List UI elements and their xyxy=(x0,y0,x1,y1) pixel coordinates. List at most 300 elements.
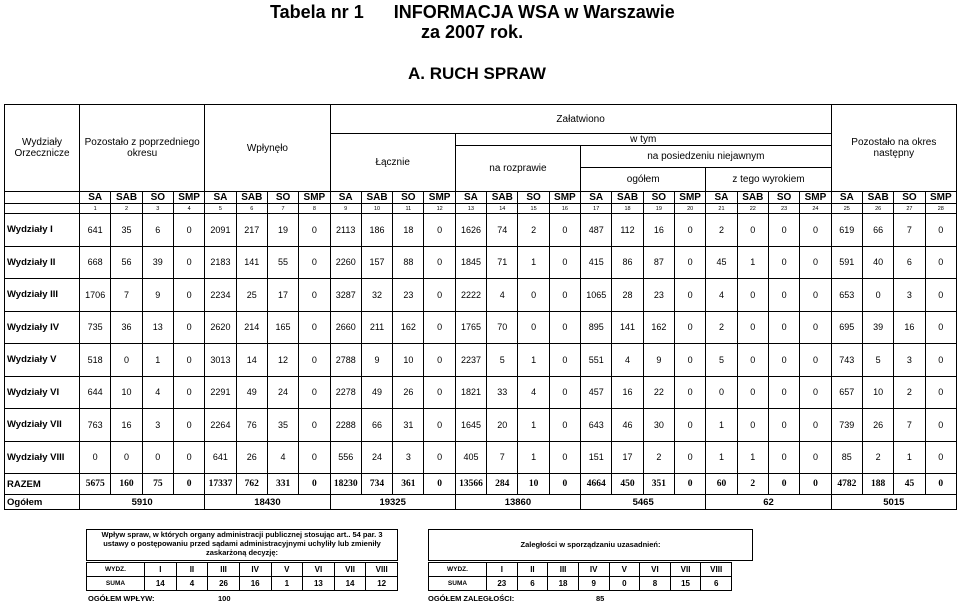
col-number: 20 xyxy=(674,204,705,214)
row-value: 0 xyxy=(424,311,455,344)
row-value: 0 xyxy=(768,344,799,377)
row-value: 23 xyxy=(643,279,674,312)
code-cell: SAB xyxy=(487,192,518,204)
row-value: 0 xyxy=(737,214,768,247)
row-value: 0 xyxy=(549,409,580,442)
row-value: 2 xyxy=(894,376,925,409)
row-value: 1 xyxy=(518,246,549,279)
row-value: 1626 xyxy=(455,214,486,247)
razem-value: 0 xyxy=(549,474,580,495)
row-value: 217 xyxy=(236,214,267,247)
row-value: 653 xyxy=(831,279,862,312)
row-value: 619 xyxy=(831,214,862,247)
row-label: Wydziały III xyxy=(5,279,80,312)
suma-label: SUMA xyxy=(87,577,145,591)
row-value: 0 xyxy=(424,344,455,377)
row-value: 2 xyxy=(862,441,893,474)
col-number: 17 xyxy=(581,204,612,214)
row-value: 0 xyxy=(800,409,831,442)
table-row xyxy=(5,246,957,279)
row-value: 32 xyxy=(361,279,392,312)
row-label: Wydziały IV xyxy=(5,311,80,344)
col-number: 12 xyxy=(424,204,455,214)
row-value: 10 xyxy=(862,376,893,409)
col-number: 4 xyxy=(173,204,204,214)
row-value: 66 xyxy=(862,214,893,247)
col-number: 25 xyxy=(831,204,862,214)
razem-value: 5675 xyxy=(80,474,111,495)
row-value: 0 xyxy=(299,409,330,442)
table-row xyxy=(5,279,957,312)
row-value: 0 xyxy=(768,214,799,247)
row-value: 0 xyxy=(768,279,799,312)
row-value: 0 xyxy=(925,246,956,279)
code-cell: SAB xyxy=(361,192,392,204)
row-value: 186 xyxy=(361,214,392,247)
row-value: 0 xyxy=(518,311,549,344)
razem-value: 734 xyxy=(361,474,392,495)
code-cell: SA xyxy=(831,192,862,204)
row-value: 695 xyxy=(831,311,862,344)
code-cell: SO xyxy=(142,192,173,204)
code-cell: SMP xyxy=(925,192,956,204)
wydz-col: III xyxy=(208,563,240,577)
row-value: 743 xyxy=(831,344,862,377)
row-value: 0 xyxy=(518,279,549,312)
suma-value: 15 xyxy=(670,577,701,591)
row-value: 0 xyxy=(768,441,799,474)
header-pozostalo-z: Pozostało z poprzedniego okresu xyxy=(80,105,205,192)
row-value: 0 xyxy=(424,246,455,279)
code-cell: SMP xyxy=(800,192,831,204)
razem-value: 18230 xyxy=(330,474,361,495)
row-value: 20 xyxy=(487,409,518,442)
row-value: 2 xyxy=(706,311,737,344)
razem-value: 13566 xyxy=(455,474,486,495)
row-value: 0 xyxy=(800,279,831,312)
table-row xyxy=(5,344,957,377)
row-value: 0 xyxy=(925,376,956,409)
row-value: 1645 xyxy=(455,409,486,442)
row-value: 86 xyxy=(612,246,643,279)
col-number: 19 xyxy=(643,204,674,214)
row-value: 2222 xyxy=(455,279,486,312)
row-value: 1 xyxy=(737,441,768,474)
row-value: 2788 xyxy=(330,344,361,377)
ogolem-row xyxy=(5,495,957,510)
row-label: Wydziały I xyxy=(5,214,80,247)
razem-value: 160 xyxy=(111,474,142,495)
code-cell: SO xyxy=(267,192,298,204)
suma-value: 13 xyxy=(303,577,335,591)
row-value: 0 xyxy=(674,409,705,442)
row-value: 3 xyxy=(142,409,173,442)
col-number: 27 xyxy=(894,204,925,214)
razem-value: 762 xyxy=(236,474,267,495)
code-cell: SMP xyxy=(674,192,705,204)
code-cell: SAB xyxy=(236,192,267,204)
row-value: 0 xyxy=(737,376,768,409)
row-value: 35 xyxy=(111,214,142,247)
suma-value: 6 xyxy=(701,577,732,591)
row-value: 591 xyxy=(831,246,862,279)
section-title: A. RUCH SPRAW xyxy=(408,64,546,83)
code-cell: SA xyxy=(80,192,111,204)
row-value: 3 xyxy=(894,344,925,377)
total-zaleglosci-label: OGÓŁEM ZALEGŁOŚCI: xyxy=(428,594,515,603)
code-cell: SA xyxy=(581,192,612,204)
row-value: 87 xyxy=(643,246,674,279)
row-value: 28 xyxy=(612,279,643,312)
suma-value: 26 xyxy=(208,577,240,591)
row-value: 0 xyxy=(173,441,204,474)
row-value: 74 xyxy=(487,214,518,247)
row-value: 0 xyxy=(173,311,204,344)
code-cell: SA xyxy=(330,192,361,204)
row-value: 0 xyxy=(549,279,580,312)
info-box-zaleglosci xyxy=(428,529,753,561)
zaleglosci-table xyxy=(428,562,732,591)
row-value: 0 xyxy=(424,214,455,247)
row-value: 56 xyxy=(111,246,142,279)
code-cell: SMP xyxy=(173,192,204,204)
row-value: 3 xyxy=(894,279,925,312)
suma-label: SUMA xyxy=(429,577,487,591)
row-value: 763 xyxy=(80,409,111,442)
row-value: 0 xyxy=(424,441,455,474)
header-na-rozprawie: na rozprawie xyxy=(455,146,580,192)
row-value: 162 xyxy=(643,311,674,344)
row-value: 895 xyxy=(581,311,612,344)
header-ogolem: ogółem xyxy=(581,168,706,192)
col-number: 2 xyxy=(111,204,142,214)
header-lacznie: Łącznie xyxy=(330,134,455,192)
info-box-wplyw-text: Wpływ spraw, w których organy administracji publicznej stosując art.. 54 par. 3 ustawy o postępowaniu przed sądami administracyjnymi uchyliły lub zmieniły zaskarżoną decyzję: xyxy=(101,530,383,557)
row-value: 1 xyxy=(706,409,737,442)
row-value: 4 xyxy=(142,376,173,409)
row-value: 30 xyxy=(643,409,674,442)
col-number: 21 xyxy=(706,204,737,214)
wydz-col: VIII xyxy=(701,563,732,577)
header-wydzialy: Wydziały Orzecznicze xyxy=(5,105,80,192)
row-value: 0 xyxy=(299,376,330,409)
col-number: 24 xyxy=(800,204,831,214)
table-row xyxy=(5,409,957,442)
row-value: 1 xyxy=(518,441,549,474)
razem-value: 0 xyxy=(674,474,705,495)
col-number: 7 xyxy=(267,204,298,214)
wydz-col: I xyxy=(145,563,177,577)
row-value: 33 xyxy=(487,376,518,409)
row-value: 0 xyxy=(173,409,204,442)
row-value: 2234 xyxy=(205,279,236,312)
row-value: 151 xyxy=(581,441,612,474)
code-cell: SO xyxy=(768,192,799,204)
row-value: 66 xyxy=(361,409,392,442)
col-number: 13 xyxy=(455,204,486,214)
wydz-col: II xyxy=(517,563,548,577)
row-value: 0 xyxy=(737,344,768,377)
row-value: 405 xyxy=(455,441,486,474)
row-value: 415 xyxy=(581,246,612,279)
row-value: 85 xyxy=(831,441,862,474)
razem-row xyxy=(5,474,957,495)
row-value: 2237 xyxy=(455,344,486,377)
row-value: 26 xyxy=(393,376,424,409)
razem-value: 0 xyxy=(925,474,956,495)
col-number: 11 xyxy=(393,204,424,214)
table-row xyxy=(5,311,957,344)
wydz-col: IV xyxy=(578,563,609,577)
table-row xyxy=(5,441,957,474)
row-value: 9 xyxy=(142,279,173,312)
code-cell: SO xyxy=(393,192,424,204)
wydz-col: IV xyxy=(239,563,271,577)
razem-value: 0 xyxy=(800,474,831,495)
razem-value: 331 xyxy=(267,474,298,495)
row-value: 0 xyxy=(737,279,768,312)
wydz-col: III xyxy=(548,563,579,577)
row-value: 2620 xyxy=(205,311,236,344)
row-value: 0 xyxy=(173,246,204,279)
suma-value: 0 xyxy=(609,577,640,591)
row-value: 0 xyxy=(299,441,330,474)
ogolem-value: 5910 xyxy=(80,495,205,510)
row-value: 1765 xyxy=(455,311,486,344)
row-value: 643 xyxy=(581,409,612,442)
row-value: 1 xyxy=(706,441,737,474)
col-number: 23 xyxy=(768,204,799,214)
code-blank xyxy=(5,192,80,204)
row-label: Wydziały VII xyxy=(5,409,80,442)
row-value: 0 xyxy=(925,409,956,442)
row-value: 16 xyxy=(894,311,925,344)
row-value: 0 xyxy=(800,441,831,474)
row-value: 10 xyxy=(393,344,424,377)
header-zalatwiono: Załatwiono xyxy=(330,105,831,134)
row-value: 0 xyxy=(674,441,705,474)
row-value: 49 xyxy=(236,376,267,409)
code-cell: SMP xyxy=(549,192,580,204)
razem-value: 10 xyxy=(518,474,549,495)
row-value: 1 xyxy=(142,344,173,377)
row-value: 0 xyxy=(674,311,705,344)
row-value: 556 xyxy=(330,441,361,474)
row-value: 0 xyxy=(800,214,831,247)
row-value: 10 xyxy=(111,376,142,409)
title-year: za 2007 rok. xyxy=(421,22,524,42)
razem-value: 4664 xyxy=(581,474,612,495)
info-box-zaleglosci-text: Zaległości w sporządzaniu uzasadnień: xyxy=(520,540,661,549)
row-value: 36 xyxy=(111,311,142,344)
row-value: 71 xyxy=(487,246,518,279)
ogolem-value: 19325 xyxy=(330,495,455,510)
table-row xyxy=(5,376,957,409)
row-value: 2264 xyxy=(205,409,236,442)
row-value: 0 xyxy=(768,376,799,409)
row-value: 16 xyxy=(111,409,142,442)
row-value: 2091 xyxy=(205,214,236,247)
code-cell: SA xyxy=(455,192,486,204)
razem-value: 2 xyxy=(737,474,768,495)
row-value: 4 xyxy=(612,344,643,377)
wydz-col: VI xyxy=(640,563,671,577)
row-value: 0 xyxy=(549,344,580,377)
row-value: 25 xyxy=(236,279,267,312)
row-value: 0 xyxy=(549,311,580,344)
col-number: 5 xyxy=(205,204,236,214)
header-w-tym: w tym xyxy=(455,134,831,146)
row-value: 16 xyxy=(643,214,674,247)
col-number: 26 xyxy=(862,204,893,214)
row-value: 0 xyxy=(111,441,142,474)
code-cell: SA xyxy=(706,192,737,204)
table-row xyxy=(5,214,957,247)
suma-value: 8 xyxy=(640,577,671,591)
row-value: 162 xyxy=(393,311,424,344)
row-value: 0 xyxy=(674,344,705,377)
row-value: 49 xyxy=(361,376,392,409)
row-label: Wydziały VI xyxy=(5,376,80,409)
row-value: 0 xyxy=(424,376,455,409)
suma-value: 16 xyxy=(239,577,271,591)
title-table-number: Tabela nr 1 xyxy=(270,2,364,22)
col-number: 8 xyxy=(299,204,330,214)
row-value: 13 xyxy=(142,311,173,344)
razem-value: 0 xyxy=(768,474,799,495)
col-number: 18 xyxy=(612,204,643,214)
row-value: 641 xyxy=(80,214,111,247)
col-number: 16 xyxy=(549,204,580,214)
row-value: 0 xyxy=(768,409,799,442)
row-value: 0 xyxy=(737,409,768,442)
num-blank xyxy=(5,204,80,214)
code-cell: SAB xyxy=(111,192,142,204)
row-value: 9 xyxy=(361,344,392,377)
row-value: 644 xyxy=(80,376,111,409)
row-value: 17 xyxy=(267,279,298,312)
row-value: 6 xyxy=(894,246,925,279)
col-number: 15 xyxy=(518,204,549,214)
row-value: 76 xyxy=(236,409,267,442)
code-cell: SMP xyxy=(299,192,330,204)
row-value: 0 xyxy=(862,279,893,312)
row-value: 3 xyxy=(393,441,424,474)
row-value: 14 xyxy=(236,344,267,377)
row-value: 0 xyxy=(299,214,330,247)
row-value: 17 xyxy=(612,441,643,474)
razem-value: 188 xyxy=(862,474,893,495)
row-value: 6 xyxy=(142,214,173,247)
razem-value: 450 xyxy=(612,474,643,495)
row-value: 2278 xyxy=(330,376,361,409)
code-cell: SA xyxy=(205,192,236,204)
row-value: 5 xyxy=(487,344,518,377)
row-value: 0 xyxy=(299,344,330,377)
col-number: 6 xyxy=(236,204,267,214)
razem-label: RAZEM xyxy=(5,474,80,495)
col-number: 1 xyxy=(80,204,111,214)
row-label: Wydziały V xyxy=(5,344,80,377)
razem-value: 45 xyxy=(894,474,925,495)
ogolem-value: 5015 xyxy=(831,495,956,510)
row-value: 0 xyxy=(800,246,831,279)
wydz-col: V xyxy=(609,563,640,577)
wydz-col: VII xyxy=(670,563,701,577)
row-value: 4 xyxy=(267,441,298,474)
header-pozostalo-na: Pozostało na okres następny xyxy=(831,105,956,192)
row-value: 2183 xyxy=(205,246,236,279)
row-value: 22 xyxy=(643,376,674,409)
row-value: 7 xyxy=(894,214,925,247)
row-value: 1065 xyxy=(581,279,612,312)
code-cell: SO xyxy=(643,192,674,204)
row-value: 0 xyxy=(80,441,111,474)
row-value: 18 xyxy=(393,214,424,247)
row-label: Wydziały II xyxy=(5,246,80,279)
ogolem-value: 62 xyxy=(706,495,831,510)
row-value: 0 xyxy=(424,409,455,442)
row-value: 12 xyxy=(267,344,298,377)
razem-value: 0 xyxy=(299,474,330,495)
row-value: 165 xyxy=(267,311,298,344)
row-value: 2291 xyxy=(205,376,236,409)
header-wplynelo: Wpłynęło xyxy=(205,105,330,192)
code-cell: SO xyxy=(518,192,549,204)
row-value: 2 xyxy=(518,214,549,247)
ogolem-value: 13860 xyxy=(455,495,580,510)
row-value: 0 xyxy=(674,279,705,312)
suma-value: 6 xyxy=(517,577,548,591)
code-cell: SAB xyxy=(737,192,768,204)
row-value: 551 xyxy=(581,344,612,377)
row-value: 0 xyxy=(549,214,580,247)
suma-value: 23 xyxy=(487,577,518,591)
row-value: 739 xyxy=(831,409,862,442)
row-value: 0 xyxy=(549,376,580,409)
razem-value: 75 xyxy=(142,474,173,495)
row-value: 1845 xyxy=(455,246,486,279)
row-value: 24 xyxy=(361,441,392,474)
row-value: 2260 xyxy=(330,246,361,279)
row-value: 0 xyxy=(299,279,330,312)
code-cell: SO xyxy=(894,192,925,204)
row-value: 2 xyxy=(643,441,674,474)
row-value: 88 xyxy=(393,246,424,279)
info-box-wplyw xyxy=(86,529,398,561)
row-value: 0 xyxy=(674,376,705,409)
row-value: 26 xyxy=(236,441,267,474)
suma-value: 14 xyxy=(334,577,366,591)
row-value: 1 xyxy=(894,441,925,474)
row-value: 0 xyxy=(768,246,799,279)
row-value: 7 xyxy=(894,409,925,442)
row-value: 0 xyxy=(111,344,142,377)
row-value: 0 xyxy=(925,441,956,474)
row-value: 157 xyxy=(361,246,392,279)
row-value: 0 xyxy=(737,311,768,344)
row-value: 0 xyxy=(925,344,956,377)
row-value: 1 xyxy=(518,344,549,377)
wydz-col: II xyxy=(176,563,208,577)
razem-value: 0 xyxy=(173,474,204,495)
code-cell: SAB xyxy=(612,192,643,204)
row-value: 2288 xyxy=(330,409,361,442)
wplyw-table xyxy=(86,562,398,591)
row-value: 46 xyxy=(612,409,643,442)
row-value: 35 xyxy=(267,409,298,442)
code-cell: SAB xyxy=(862,192,893,204)
